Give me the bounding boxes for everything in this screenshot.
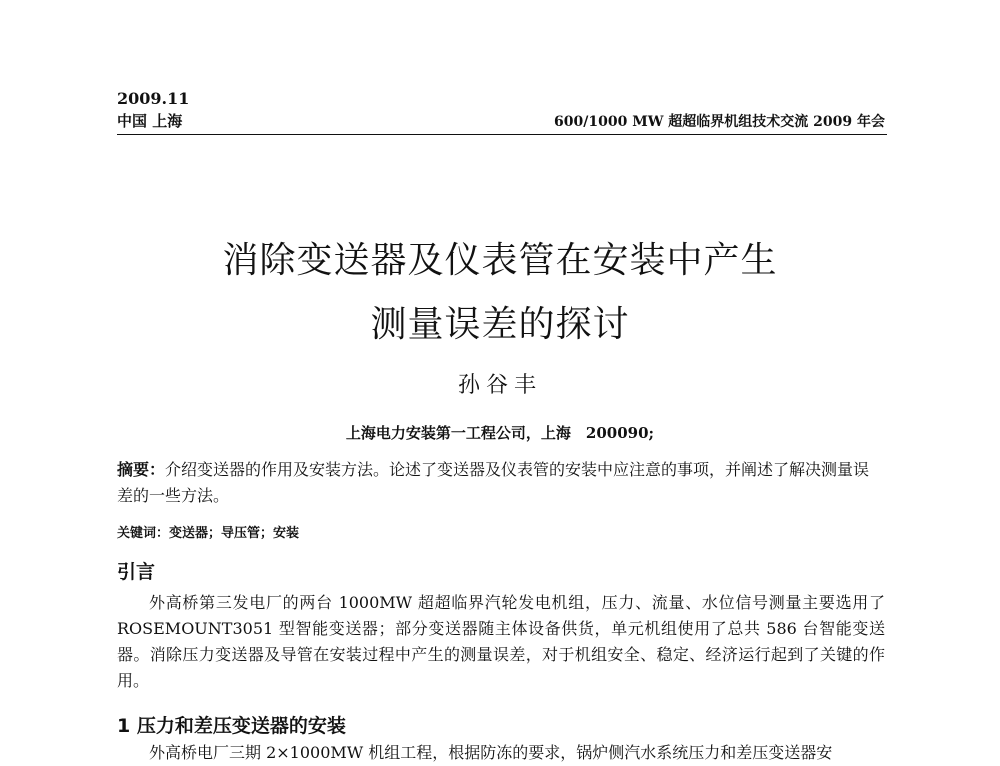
paper-title-line-2: 测量误差的探讨 (370, 304, 630, 345)
intro-paragraph: 外高桥第三发电厂的两台 1000MW 超超临界汽轮发电机组，压力、流量、水位信号测量主要选用了 ROSEMOUNT3051 型智能变送器；部分变送器随主体设备供货，单元机组使用了总共 586 台智能变送器。消除压力变送器及导管在安装过程中产生的测量误差，对于机组安全、稳定、经济运行起到了关键的作用。 (117, 593, 885, 690)
keywords-label: 关键词： (117, 526, 170, 541)
abstract-label: 摘要： (117, 460, 166, 479)
section-1-heading: 1 压力和差压变送器的安装 (117, 715, 346, 737)
abstract-text: 介绍变送器的作用及安装方法。论述了变送器及仪表管的安装中应注意的事项，并阐述了解决测量误差的一些方法。 (117, 460, 870, 505)
section-1-paragraph: 外高桥电厂三期 2×1000MW 机组工程，根据防冻的要求，锅炉侧汽水系统压力和差压变送器安 (149, 743, 833, 762)
header-conference: 600/1000 MW 超超临界机组技术交流 2009 年会 (554, 114, 885, 130)
header-rule (117, 134, 887, 135)
intro-heading: 引言 (117, 561, 156, 583)
author-name: 孙谷丰 (457, 373, 542, 398)
keywords (117, 522, 885, 541)
abstract (117, 457, 885, 509)
author-affiliation: 上海电力安装第一工程公司，上海 200090; (345, 424, 655, 442)
header-location: 中国 上海 (117, 112, 183, 130)
header-date: 2009.11 (117, 89, 190, 108)
keywords-text: 变送器；导压管；安装 (169, 526, 300, 541)
paper-title-line-1: 消除变送器及仪表管在安装中产生 (222, 240, 778, 281)
